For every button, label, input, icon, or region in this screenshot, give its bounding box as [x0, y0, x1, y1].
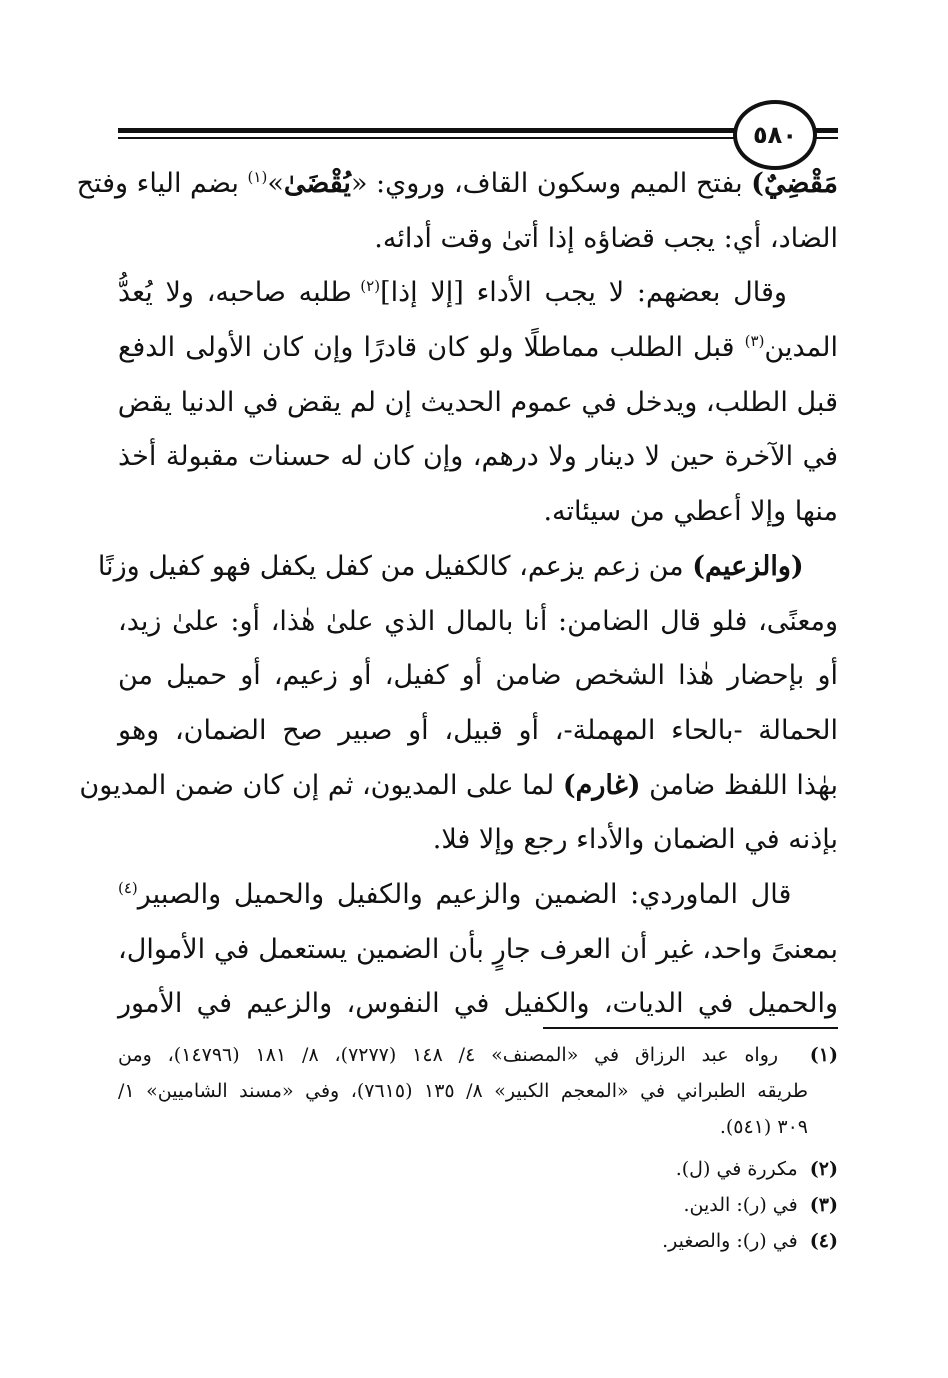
text-line: الحمالة -بالحاء المهملة-، أو قبيل، أو صبير صح الضمان، وهو: [118, 714, 838, 746]
text-line: ومعنًى، فلو قال الضامن: أنا بالمال الذي علىٰ هٰذا، أو: علىٰ زيد،: [118, 605, 838, 637]
text-line: بمعنىً واحد، غير أن العرف جارٍ بأن الضمين يستعمل في الأموال،: [118, 933, 838, 965]
footnote-1: (١) رواه عبد الرزاق في «المصنف» ٤/ ١٤٨ (٧٢٧٧)، ٨/ ١٨١ (١٤٧٩٦)، ومن: [118, 1044, 838, 1066]
text-line: مَقْضِيٌ) بفتح الميم وسكون القاف، وروي: «يُقْضَىٰ»$^{(١)}$ بضم الياء وفتح: [76, 168, 838, 199]
page-number: ٥٨٠: [733, 100, 817, 170]
footnote-3: (٣) في (ر): الدين.: [683, 1194, 838, 1216]
text-line: والحميل في الديات، والكفيل في النفوس، والزعيم في الأمور: [118, 988, 838, 1020]
footnote-2: (٢) مكررة في (ل).: [675, 1158, 838, 1180]
text-line: قبل الطلب، ويدخل في عموم الحديث إن لم يقض في الدنيا يقض: [117, 386, 838, 418]
text-line: أو بإحضار هٰذا الشخص ضامن أو كفيل، أو زعيم، أو حميل من: [118, 660, 838, 692]
footnote-4: (٤) في (ر): والصغير.: [662, 1230, 838, 1252]
header-rule-thin: [118, 137, 838, 139]
text-line: (والزعيم) من زعم يزعم، كالكفيل من كفل يكفل فهو كفيل وزنًا: [97, 550, 804, 582]
footnote-1-cont: طريقه الطبراني في «المعجم الكبير» ٨/ ١٣٥ (٧٦١٥)، وفي «مسند الشاميين» ١/: [118, 1080, 808, 1102]
text-line: في الآخرة حين لا دينار ولا درهم، وإن كان له حسنات مقبولة أخذ: [118, 441, 838, 473]
main-text: [76, 157, 838, 1032]
text-line: منها وإلا أعطي من سيئاته.: [543, 496, 838, 528]
text-line: بإذنه في الضمان والأداء رجع وإلا فلا.: [432, 824, 838, 856]
header-rule-thick: [118, 128, 838, 133]
text-line: الضاد، أي: يجب قضاؤه إذا أتىٰ وقت أدائه.: [374, 222, 838, 254]
text-line: وقال بعضهم: لا يجب الأداء [إلا إذا]$^{(٢)}$ طلبه صاحبه، ولا يُعدُّ: [118, 277, 838, 309]
footnote-1-cont: ٣٠٩ (٥٤١).: [719, 1116, 808, 1138]
text-line: قال الماوردي: الضمين والزعيم والكفيل والحميل والصبير$^{(٤)}$: [118, 878, 838, 910]
footnote-rule: [543, 1027, 838, 1029]
text-line: بهٰذا اللفظ ضامن (غارم) لما على المديون، ثم إن كان ضمن المديون: [79, 769, 838, 801]
text-line: المدين$^{(٣)}$ قبل الطلب مماطلًا ولو كان قادرًا وإن كان الأولى الدفع: [118, 332, 838, 364]
footnotes: [118, 1037, 838, 1259]
